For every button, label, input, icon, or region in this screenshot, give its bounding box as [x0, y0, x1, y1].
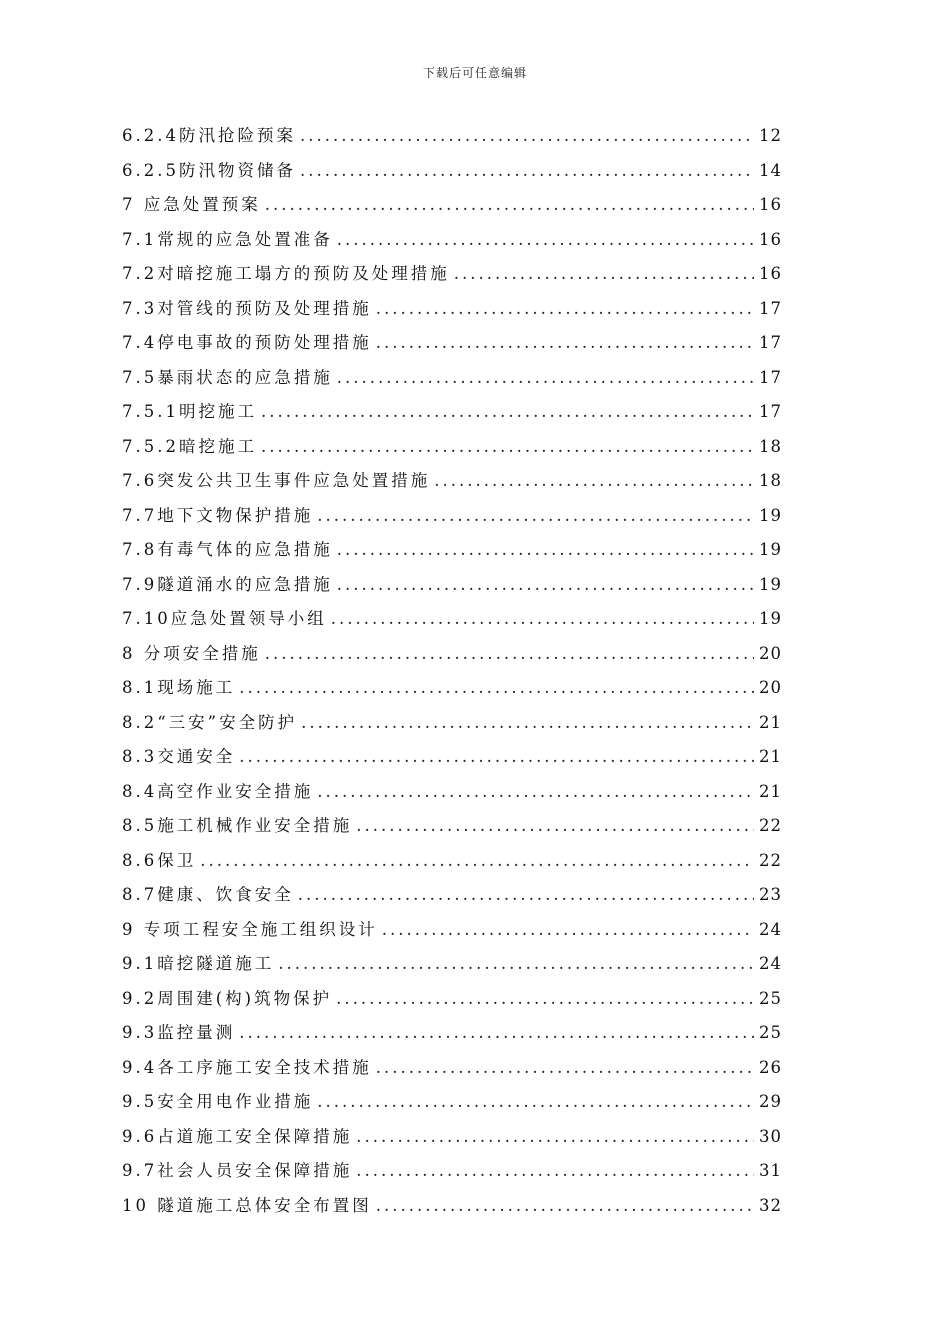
- toc-entry-title: 9.2周围建(构)筑物保护: [122, 988, 333, 1008]
- toc-dot-leader: [301, 713, 754, 732]
- toc-entry[interactable]: [122, 1123, 782, 1158]
- toc-entry-title: 7.10应急处置领导小组: [122, 609, 327, 628]
- toc-entry-title: 9.1暗挖隧道施工: [122, 954, 275, 973]
- toc-entry[interactable]: [122, 1054, 782, 1089]
- toc-entry-title: 7.1常规的应急处置准备: [122, 229, 333, 249]
- toc-entry-page-number: 12: [759, 126, 782, 145]
- toc-dot-leader: [278, 954, 754, 973]
- toc-entry-page-number: 25: [759, 1023, 782, 1042]
- toc-entry-page-number: 17: [759, 367, 782, 387]
- toc-entry[interactable]: [122, 571, 782, 606]
- toc-entry-title: 9.6占道施工安全保障措施: [122, 1126, 353, 1146]
- toc-entry-page-number: 20: [759, 678, 782, 697]
- toc-entry[interactable]: [122, 226, 782, 261]
- toc-entry-page-number: 19: [759, 505, 782, 525]
- toc-dot-leader: [356, 1161, 754, 1180]
- toc-dot-leader: [454, 264, 754, 283]
- toc-entry[interactable]: [122, 709, 782, 744]
- toc-dot-leader: [356, 816, 754, 835]
- toc-entry[interactable]: [122, 433, 782, 468]
- toc-entry-page-number: 17: [759, 298, 782, 318]
- toc-entry[interactable]: [122, 985, 782, 1020]
- toc-entry[interactable]: [122, 1192, 782, 1227]
- toc-entry[interactable]: [122, 812, 782, 847]
- toc-entry-page-number: 24: [759, 919, 782, 939]
- toc-entry[interactable]: [122, 674, 782, 709]
- toc-entry-page-number: 21: [759, 712, 782, 732]
- toc-entry[interactable]: [122, 536, 782, 571]
- toc-entry-page-number: 21: [759, 747, 782, 766]
- toc-entry-page-number: 19: [759, 609, 782, 628]
- toc-entry-title: 8.3交通安全: [122, 747, 236, 766]
- toc-dot-leader: [382, 920, 754, 939]
- toc-entry[interactable]: [122, 605, 782, 640]
- toc-entry[interactable]: [122, 398, 782, 433]
- toc-entry[interactable]: [122, 467, 782, 502]
- toc-entry-page-number: 20: [759, 643, 782, 663]
- toc-entry-page-number: 19: [759, 574, 782, 594]
- toc-dot-leader: [200, 851, 754, 870]
- toc-entry-title: 9.5安全用电作业措施: [122, 1092, 314, 1111]
- toc-entry-page-number: 24: [759, 954, 782, 973]
- toc-dot-leader: [239, 1023, 754, 1042]
- toc-dot-leader: [376, 333, 754, 352]
- table-of-contents: [122, 122, 782, 1226]
- toc-entry-page-number: 23: [759, 885, 782, 904]
- toc-dot-leader: [337, 575, 754, 594]
- toc-entry[interactable]: [122, 847, 782, 882]
- toc-entry-page-number: 26: [759, 1057, 782, 1077]
- toc-entry-title: 8.4高空作业安全措施: [122, 781, 314, 801]
- toc-dot-leader: [300, 126, 754, 145]
- toc-dot-leader: [376, 299, 754, 318]
- toc-entry-title: 7.7地下文物保护措施: [122, 505, 314, 525]
- toc-dot-leader: [261, 437, 754, 456]
- toc-entry-title: 9.3监控量测: [122, 1023, 236, 1042]
- toc-entry-title: 8.2“三安”安全防护: [122, 712, 298, 732]
- toc-entry[interactable]: [122, 364, 782, 399]
- toc-dot-leader: [239, 747, 754, 766]
- toc-entry-title: 7.6突发公共卫生事件应急处置措施: [122, 471, 431, 490]
- toc-entry-page-number: 18: [759, 471, 782, 490]
- toc-entry-title: 7 应急处置预案: [122, 195, 261, 214]
- header-note: 下载后可任意编辑: [422, 66, 527, 80]
- toc-entry[interactable]: [122, 640, 782, 675]
- toc-entry[interactable]: [122, 881, 782, 916]
- toc-dot-leader: [434, 471, 754, 490]
- toc-dot-leader: [336, 989, 754, 1008]
- toc-entry-page-number: 32: [759, 1195, 782, 1215]
- toc-entry-page-number: 17: [759, 333, 782, 352]
- toc-dot-leader: [265, 644, 754, 663]
- toc-entry-page-number: 25: [759, 988, 782, 1008]
- toc-entry-page-number: 19: [759, 540, 782, 559]
- toc-entry-page-number: 22: [759, 850, 782, 870]
- toc-entry-title: 10 隧道施工总体安全布置图: [122, 1195, 372, 1215]
- toc-entry-title: 7.3对管线的预防及处理措施: [122, 298, 372, 318]
- toc-dot-leader: [300, 161, 754, 180]
- toc-dot-leader: [337, 368, 754, 387]
- toc-entry-page-number: 16: [759, 264, 782, 283]
- toc-entry-title: 7.2对暗挖施工塌方的预防及处理措施: [122, 264, 450, 283]
- toc-dot-leader: [331, 609, 754, 628]
- toc-entry[interactable]: [122, 778, 782, 813]
- toc-entry-page-number: 21: [759, 781, 782, 801]
- toc-entry[interactable]: [122, 191, 782, 226]
- toc-entry-page-number: 22: [759, 816, 782, 835]
- toc-entry-title: 8 分项安全措施: [122, 643, 261, 663]
- toc-entry[interactable]: [122, 295, 782, 330]
- toc-entry-title: 7.8有毒气体的应急措施: [122, 540, 333, 559]
- toc-dot-leader: [298, 885, 754, 904]
- toc-entry-title: 8.5施工机械作业安全措施: [122, 816, 353, 835]
- toc-entry-title: 7.5.2暗挖施工: [122, 436, 257, 456]
- toc-entry[interactable]: [122, 502, 782, 537]
- toc-dot-leader: [337, 540, 754, 559]
- toc-entry[interactable]: [122, 950, 782, 985]
- toc-dot-leader: [239, 678, 754, 697]
- toc-entry-title: 6.2.5防汛物资储备: [122, 160, 296, 180]
- toc-dot-leader: [317, 506, 754, 525]
- toc-entry-page-number: 17: [759, 402, 782, 421]
- toc-entry-page-number: 14: [759, 160, 782, 180]
- toc-entry-title: 8.7健康、饮食安全: [122, 885, 294, 904]
- toc-dot-leader: [317, 782, 754, 801]
- toc-entry-page-number: 29: [759, 1092, 782, 1111]
- toc-dot-leader: [356, 1127, 754, 1146]
- toc-dot-leader: [265, 195, 754, 214]
- toc-entry[interactable]: [122, 260, 782, 295]
- toc-entry-title: 9 专项工程安全施工组织设计: [122, 919, 378, 939]
- toc-entry[interactable]: [122, 916, 782, 951]
- toc-entry[interactable]: [122, 1157, 782, 1192]
- toc-entry-page-number: 16: [759, 229, 782, 249]
- toc-entry-page-number: 18: [759, 436, 782, 456]
- toc-entry[interactable]: [122, 1019, 782, 1054]
- toc-entry-title: 6.2.4防汛抢险预案: [122, 126, 296, 145]
- toc-dot-leader: [317, 1092, 754, 1111]
- toc-entry-title: 9.4各工序施工安全技术措施: [122, 1057, 372, 1077]
- toc-dot-leader: [376, 1058, 754, 1077]
- toc-entry-title: 7.5.1明挖施工: [122, 402, 257, 421]
- toc-dot-leader: [376, 1196, 754, 1215]
- toc-dot-leader: [337, 230, 754, 249]
- toc-entry[interactable]: [122, 329, 782, 364]
- toc-entry-title: 7.5暴雨状态的应急措施: [122, 367, 333, 387]
- toc-entry-page-number: 30: [759, 1126, 782, 1146]
- toc-entry[interactable]: [122, 743, 782, 778]
- toc-entry-title: 8.6保卫: [122, 850, 197, 870]
- toc-entry-page-number: 31: [759, 1161, 782, 1180]
- toc-entry-title: 7.9隧道涌水的应急措施: [122, 574, 333, 594]
- toc-entry-title: 8.1现场施工: [122, 678, 236, 697]
- toc-entry[interactable]: [122, 1088, 782, 1123]
- toc-entry[interactable]: [122, 122, 782, 157]
- toc-entry-title: 9.7社会人员安全保障措施: [122, 1161, 353, 1180]
- toc-entry-page-number: 16: [759, 195, 782, 214]
- toc-dot-leader: [261, 402, 754, 421]
- toc-entry[interactable]: [122, 157, 782, 192]
- toc-entry-title: 7.4停电事故的预防处理措施: [122, 333, 372, 352]
